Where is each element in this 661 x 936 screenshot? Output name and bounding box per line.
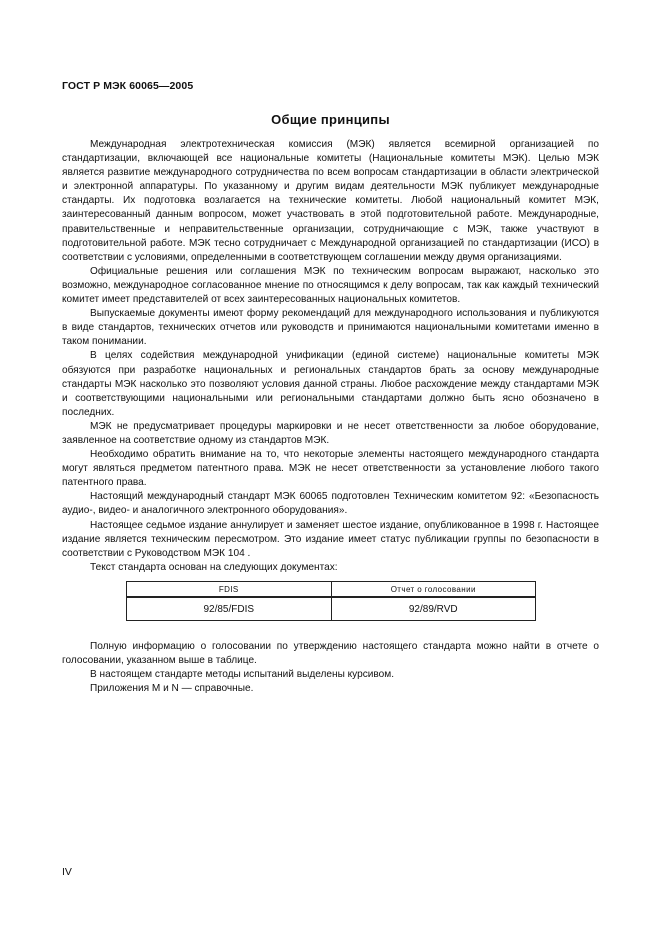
section-title: Общие принципы: [271, 112, 390, 127]
paragraph-official-decisions: Официальные решения или соглашения МЭК по техническим вопросам выражают, насколько это возможно, международное согласованное мнение по относящимся к делу вопросам, так как каждый технический комитет имеет представителей от всех заинтересованных национальных комитетов.: [62, 265, 599, 306]
body-text: [62, 138, 599, 575]
table-row: [127, 597, 536, 621]
paragraph-marking: МЭК не предусматривает процедуры маркировки и не несет ответственности за любое оборудование, заявленное на соответствие одному из стандартов МЭК.: [62, 420, 599, 446]
paragraph-seventh-edition: Настоящее седьмое издание аннулирует и заменяет шестое издание, опубликованное в 1998 г. Настоящее издание является техническим пересмотром. Это издание имеет статус публикации группы по безопасности в соответствии с Руководством МЭК 104 .: [62, 519, 599, 559]
paragraph-tc92: Настоящий международный стандарт МЭК 60065 подготовлен Техническим комитетом 92: «Безопасность аудио-, видео- и аналогичного электронного оборудования».: [62, 491, 599, 517]
paragraph-based-on: Текст стандарта основан на следующих документах:: [90, 561, 338, 573]
table-cell-rvd: 92/89/RVD: [331, 597, 536, 621]
paragraph-patent: Необходимо обратить внимание на то, что некоторые элементы настоящего международного стандарта могут являться предметом патентного права. МЭК не несет ответственности за установление любого такого патентного права.: [62, 449, 599, 489]
paragraph-test-methods-italic: В настоящем стандарте методы испытаний выделены курсивом.: [90, 669, 395, 681]
table-cell-fdis: 92/85/FDIS: [127, 597, 332, 621]
paragraph-documents-form: Выпускаемые документы имеют форму рекомендаций для международного использования и публикуются в виде стандартов, технических отчетов или руководств и принимаются национальными комитетами именно в таком понимании.: [62, 308, 599, 348]
page-number: IV: [62, 866, 72, 878]
paragraph-annexes: Приложения M и N — справочные.: [90, 683, 254, 695]
voting-documents-table: [126, 581, 536, 621]
document-header: ГОСТ Р МЭК 60065—2005: [62, 80, 194, 92]
table-header-fdis: FDIS: [127, 582, 332, 598]
paragraph-unification: В целях содействия международной унификации (единой системе) национальные комитеты МЭК обязуются при разработке национальных и региональных стандартов брать за основу международные стандарты МЭК насколько это позволяют условия данной страны. Любое расхождение между стандартами МЭК и соответствующими национальными или региональными стандартами должно быть ясно обозначено в последних.: [62, 350, 599, 418]
table-header-row: [127, 582, 536, 598]
after-table-text: [62, 640, 599, 696]
paragraph-voting-info: Полную информацию о голосовании по утверждению настоящего стандарта можно найти в отчете о голосовании, указанном выше в таблице.: [62, 641, 599, 667]
paragraph-iec-intro: Международная электротехническая комиссия (МЭК) является всемирной организацией по стандартизации, включающей все национальные комитеты (Национальные комитеты МЭК). Целью МЭК является развитие международного сотрудничества по всем вопросам стандартизации в области электрической и электронной аппаратуры. По указанному и другим видам деятельности МЭК публикует международные стандарты. Их подготовка возлагается на технические комитеты. Любой национальный комитет МЭК, заинтересованный данным вопросом, может участвовать в этой подготовительной работе. Международные, правительственные и неправительственные организации, сотрудничающие с МЭК, также участвуют в подготовительной работе. МЭК тесно сотрудничает с Международной организацией по стандартизации (ИСО) в соответствии с условиями, определенными в соответствующем соглашении между двумя организациями.: [62, 139, 599, 263]
table-header-voting-report: Отчет о голосовании: [331, 582, 536, 598]
